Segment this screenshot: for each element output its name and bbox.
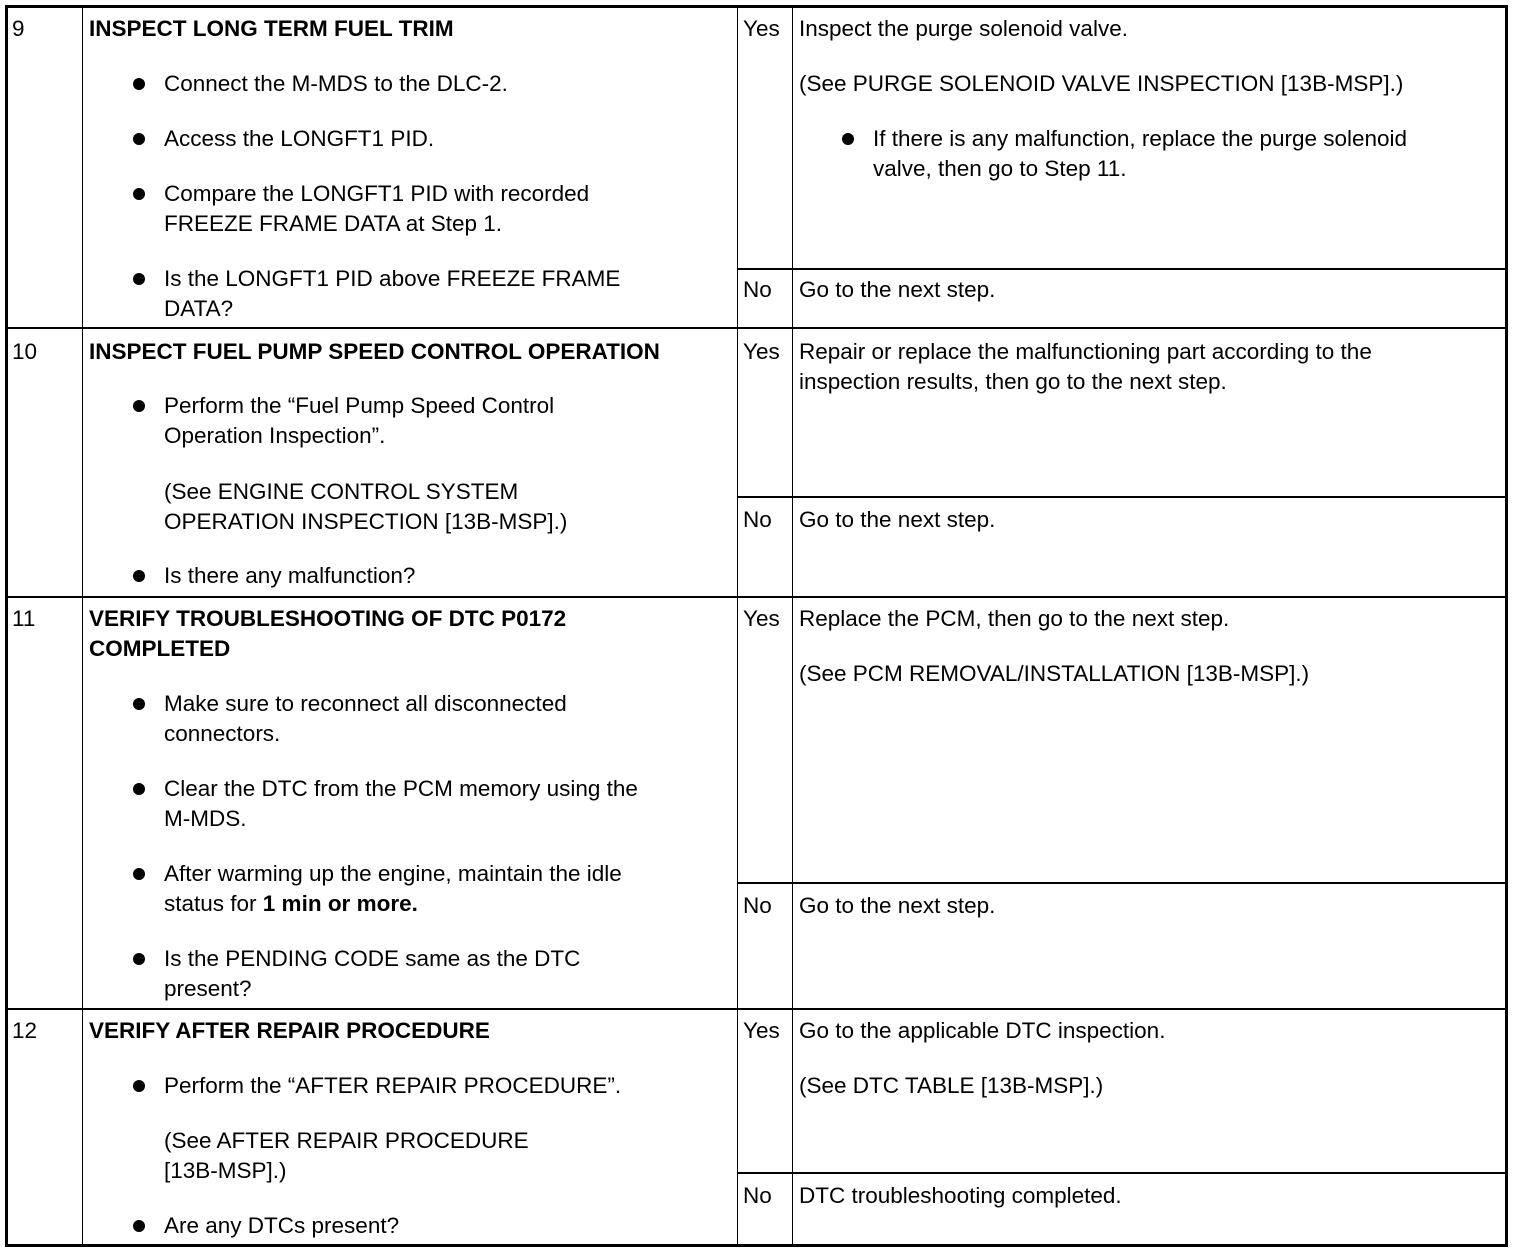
no-action: Go to the next step. [799, 507, 996, 532]
step-instruction: M-MDS. [164, 806, 247, 831]
step-title: INSPECT LONG TERM FUEL TRIM [89, 16, 454, 41]
bullet-icon [133, 698, 145, 710]
row-divider [6, 327, 1506, 329]
yes-action: Repair or replace the malfunctioning part according to the [799, 339, 1372, 364]
bullet-icon [133, 1080, 145, 1092]
step-number: 9 [12, 16, 25, 41]
step-instruction: Operation Inspection”. [164, 423, 386, 448]
yes-label: Yes [743, 606, 780, 631]
duration-emphasis: 1 min or more. [262, 891, 418, 916]
bullet-icon [133, 1220, 145, 1232]
row-divider [6, 1008, 1506, 1010]
step-instruction: FREEZE FRAME DATA at Step 1. [164, 211, 503, 236]
no-label: No [743, 1183, 772, 1208]
bullet-icon [133, 78, 145, 90]
no-label: No [743, 893, 772, 918]
yes-label: Yes [743, 1018, 780, 1043]
yes-action: Inspect the purge solenoid valve. [799, 16, 1128, 41]
bullet-icon [133, 133, 145, 145]
bullet-icon [133, 783, 145, 795]
bullet-icon [133, 570, 145, 582]
step-instruction: Access the LONGFT1 PID. [164, 126, 435, 151]
yes-no-divider [738, 268, 1506, 270]
step-instruction: Make sure to reconnect all disconnected [164, 691, 567, 716]
step-instruction: Compare the LONGFT1 PID with recorded [164, 181, 590, 206]
step-number: 12 [12, 1018, 38, 1043]
bullet-icon [133, 273, 145, 285]
yes-label: Yes [743, 339, 780, 364]
step-instruction [164, 889, 418, 919]
step-reference: OPERATION INSPECTION [13B-MSP].) [164, 509, 568, 534]
step-instruction: connectors. [164, 721, 281, 746]
no-label: No [743, 277, 772, 302]
row-divider [6, 596, 1506, 598]
yes-action: Replace the PCM, then go to the next step. [799, 606, 1230, 631]
column-divider [82, 6, 83, 1246]
yes-action-note: If there is any malfunction, replace the purge solenoid [873, 126, 1408, 151]
step-question: DATA? [164, 296, 234, 321]
step-number: 10 [12, 339, 38, 364]
step-question: present? [164, 976, 252, 1001]
step-instruction: Perform the “Fuel Pump Speed Control [164, 393, 555, 418]
step-question: Is the PENDING CODE same as the DTC [164, 946, 581, 971]
yes-action-reference: (See DTC TABLE [13B-MSP].) [799, 1073, 1104, 1098]
step-question: Is there any malfunction? [164, 563, 416, 588]
yes-label: Yes [743, 16, 780, 41]
step-number: 11 [12, 606, 36, 631]
yes-no-divider [738, 1172, 1506, 1174]
step-instruction: Clear the DTC from the PCM memory using the [164, 776, 638, 801]
column-divider [737, 6, 738, 1246]
yes-no-divider [738, 496, 1506, 498]
no-label: No [743, 507, 772, 532]
step-title: VERIFY AFTER REPAIR PROCEDURE [89, 1018, 490, 1043]
no-action: Go to the next step. [799, 277, 996, 302]
bullet-icon [133, 188, 145, 200]
step-instruction: Perform the “AFTER REPAIR PROCEDURE”. [164, 1073, 622, 1098]
no-action: Go to the next step. [799, 893, 996, 918]
step-question: Is the LONGFT1 PID above FREEZE FRAME [164, 266, 621, 291]
yes-action-note: valve, then go to Step 11. [873, 156, 1127, 181]
step-instruction-text: status for [164, 891, 263, 916]
step-instruction: Connect the M-MDS to the DLC-2. [164, 71, 508, 96]
step-reference: [13B-MSP].) [164, 1158, 287, 1183]
yes-no-divider [738, 882, 1506, 884]
yes-action-reference: (See PURGE SOLENOID VALVE INSPECTION [13B-MSP].) [799, 71, 1404, 96]
step-title: VERIFY TROUBLESHOOTING OF DTC P0172 [89, 606, 567, 631]
column-divider [792, 6, 793, 1246]
step-reference: (See AFTER REPAIR PROCEDURE [164, 1128, 529, 1153]
bullet-icon [133, 953, 145, 965]
yes-action-reference: (See PCM REMOVAL/INSTALLATION [13B-MSP].) [799, 661, 1310, 686]
step-question: Are any DTCs present? [164, 1213, 400, 1238]
yes-action: Go to the applicable DTC inspection. [799, 1018, 1166, 1043]
step-title: INSPECT FUEL PUMP SPEED CONTROL OPERATION [89, 339, 660, 364]
bullet-icon [133, 868, 145, 880]
no-action: DTC troubleshooting completed. [799, 1183, 1122, 1208]
step-title: COMPLETED [89, 636, 231, 661]
step-instruction: After warming up the engine, maintain the idle [164, 861, 622, 886]
step-reference: (See ENGINE CONTROL SYSTEM [164, 479, 519, 504]
yes-action: inspection results, then go to the next step. [799, 369, 1227, 394]
bullet-icon [133, 400, 145, 412]
bullet-icon [842, 133, 854, 145]
